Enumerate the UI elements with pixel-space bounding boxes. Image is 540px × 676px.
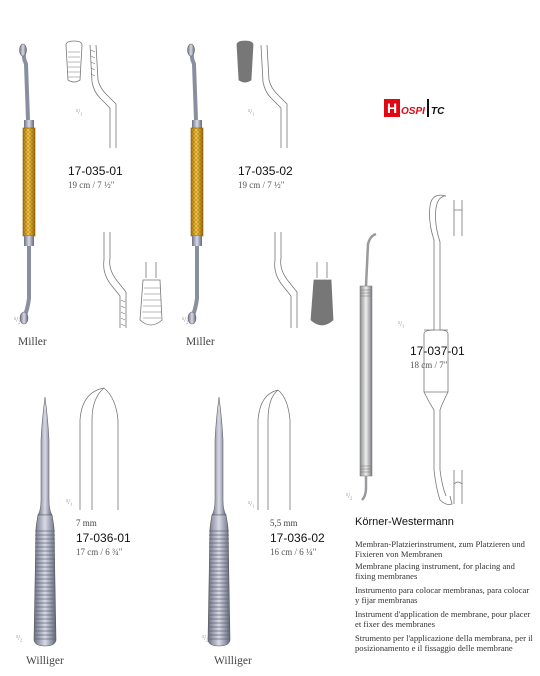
company-logo xyxy=(384,97,452,119)
scale-label: ¹/₂ xyxy=(346,492,353,500)
scale-label: ¹/₁ xyxy=(76,108,83,116)
instrument-name-williger: Williger xyxy=(214,655,252,667)
blade-width-17-036-02: 5,5 mm xyxy=(270,518,298,528)
product-size-17-037-01: 18 cm / 7" xyxy=(410,360,448,370)
scale-label: ¹/₁ xyxy=(248,108,255,116)
miller-instrument-2 xyxy=(188,44,204,324)
miller-2-top-detail xyxy=(237,41,287,148)
product-code-17-036-01: 17-036-01 xyxy=(76,531,131,545)
svg-text:OSPI: OSPI xyxy=(401,106,425,117)
instrument-name-miller: Miller xyxy=(18,336,47,348)
product-code-17-035-02: 17-035-02 xyxy=(238,164,293,178)
scale-label: ¹/₁ xyxy=(66,498,73,506)
description-english: Membrane placing instrument, for placing and fixing membranes xyxy=(355,561,515,581)
instrument-name-miller: Miller xyxy=(186,336,215,348)
scale-label: ¹/₁ xyxy=(248,500,255,508)
instrument-name-williger: Williger xyxy=(26,655,64,667)
korner-westermann-instrument xyxy=(360,234,376,500)
miller-instrument-1 xyxy=(20,44,36,324)
williger-1-detail xyxy=(80,388,118,510)
description-italian: Strumento per l'applicazione della membrana, per il posizionamento e il fissaggio delle membrane xyxy=(355,633,533,653)
product-code-17-035-01: 17-035-01 xyxy=(68,164,123,178)
description-spanish: Instrumento para colocar membranas, para colocar y fijar membranas xyxy=(355,585,530,605)
description-title: Körner-Westermann xyxy=(355,516,454,528)
svg-text:H: H xyxy=(387,100,398,116)
product-size-17-036-01: 17 cm / 6 ¾" xyxy=(76,547,123,557)
scale-label: ¹/₁ xyxy=(398,320,405,328)
description-german: Membran-Platzierinstrument, zum Platzieren und Fixieren von Membranen xyxy=(355,539,525,559)
williger-instrument-1 xyxy=(34,397,56,646)
product-size-17-036-02: 16 cm / 6 ¼" xyxy=(270,547,317,557)
miller-1-bottom-detail xyxy=(104,232,162,328)
product-code-17-036-02: 17-036-02 xyxy=(270,531,325,545)
blade-width-17-036-01: 7 mm xyxy=(76,518,97,528)
svg-text:TC: TC xyxy=(431,106,445,117)
product-size-17-035-01: 19 cm / 7 ½" xyxy=(68,180,115,190)
williger-instrument-2 xyxy=(208,397,230,646)
miller-1-top-detail xyxy=(66,41,116,148)
miller-2-bottom-detail xyxy=(275,232,333,328)
scale-label: ¹/₂ xyxy=(16,634,23,642)
product-code-17-037-01: 17-037-01 xyxy=(410,344,465,358)
scale-label: ¹/₂ xyxy=(14,316,21,324)
williger-2-detail xyxy=(258,390,290,510)
scale-label: ¹/₂ xyxy=(202,634,209,642)
product-size-17-035-02: 19 cm / 7 ½" xyxy=(238,180,285,190)
description-french: Instrument d'application de membrane, pour placer et fixer des membranes xyxy=(355,609,531,629)
scale-label: ¹/₂ xyxy=(182,316,189,324)
